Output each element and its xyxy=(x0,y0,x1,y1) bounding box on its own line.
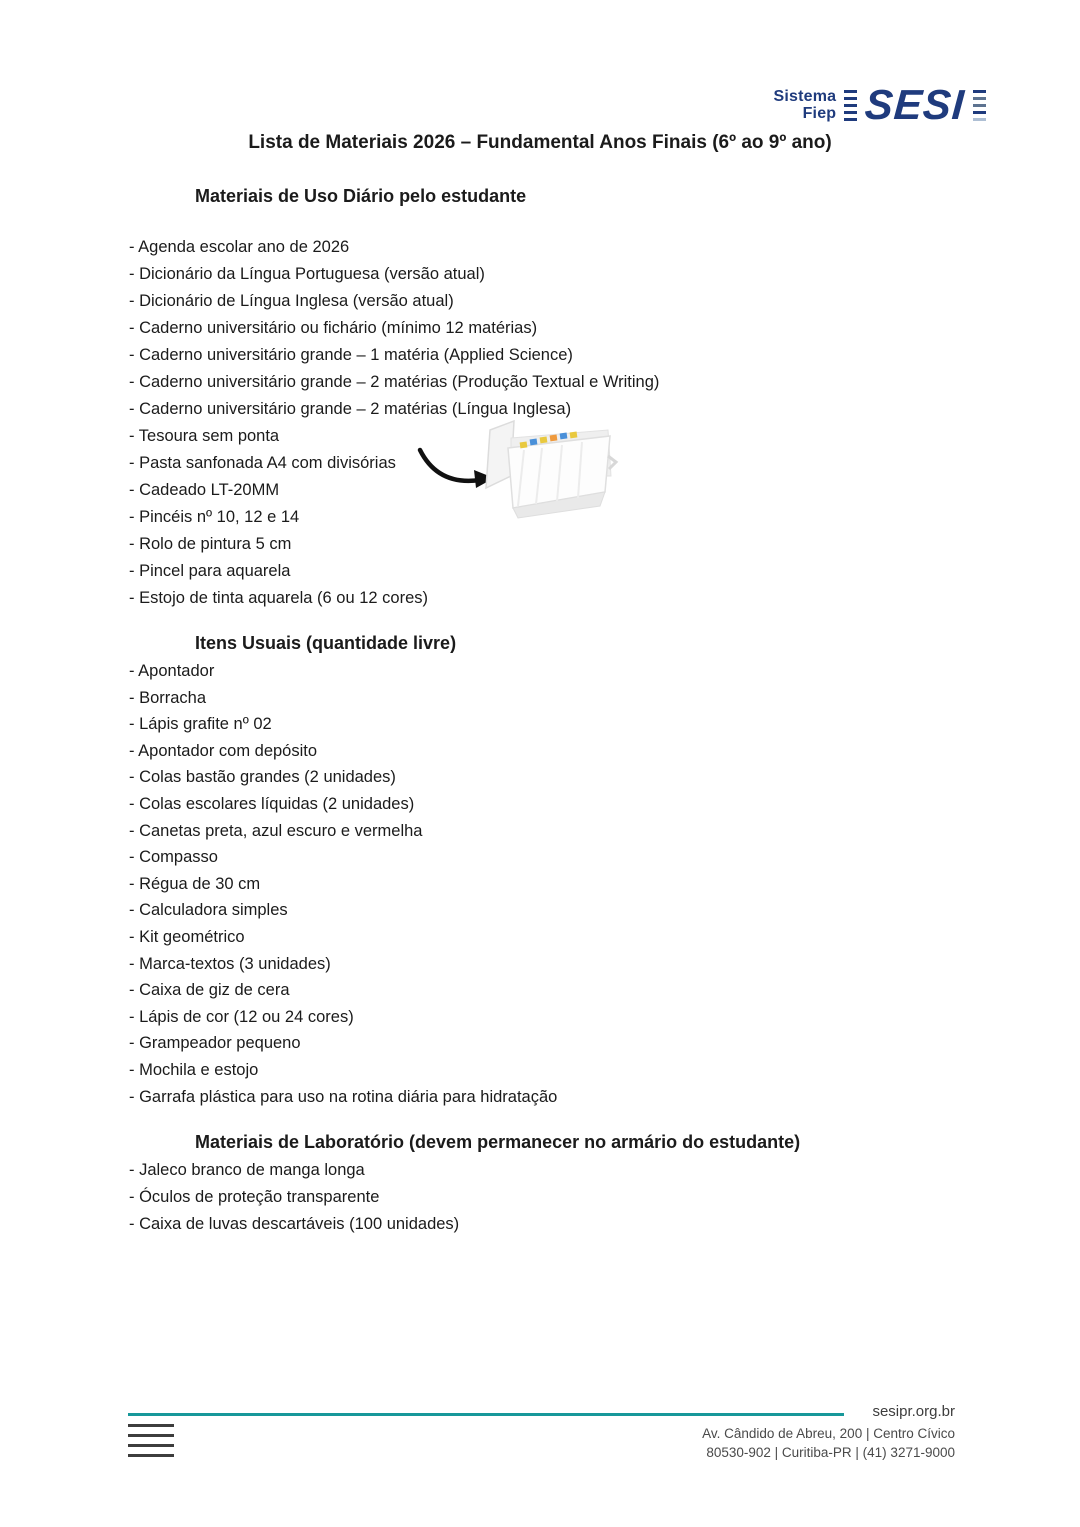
footer-lines-icon xyxy=(128,1424,174,1464)
list-item: - Agenda escolar ano de 2026 xyxy=(129,238,350,256)
list-item: - Borracha xyxy=(129,688,207,707)
fiep-dashes-icon xyxy=(844,90,857,121)
list-item: - Dicionário da Língua Portuguesa (versão atual) xyxy=(129,265,485,283)
footer-address-line2: 80530-902 | Curitiba-PR | (41) 3271-9000 xyxy=(706,1445,955,1460)
list-item: - Kit geométrico xyxy=(129,927,245,946)
sesi-wordmark: SESI xyxy=(863,81,967,128)
list-item: - Óculos de proteção transparente xyxy=(129,1188,380,1206)
list-item: - Lápis de cor (12 ou 24 cores) xyxy=(129,1007,354,1026)
section-heading-uso-diario: Materiais de Uso Diário pelo estudante xyxy=(195,186,527,206)
list-item: - Tesoura sem ponta xyxy=(129,427,280,445)
list-item: - Dicionário de Língua Inglesa (versão atual) xyxy=(129,292,454,310)
footer-address-line1: Av. Cândido de Abreu, 200 | Centro Cívico xyxy=(702,1426,955,1441)
list-item: - Colas bastão grandes (2 unidades) xyxy=(129,768,396,787)
section-heading-laboratorio: Materiais de Laboratório (devem permanecer no armário do estudante) xyxy=(195,1132,801,1152)
list-laboratorio xyxy=(129,1157,459,1238)
list-item: - Cadeado LT-20MM xyxy=(129,481,280,499)
footer-website: sesipr.org.br xyxy=(872,1403,955,1420)
arrow-annotation xyxy=(420,450,494,488)
list-item: - Pincéis nº 10, 12 e 14 xyxy=(129,508,300,526)
list-item: - Caderno universitário grande – 2 matérias (Produção Textual e Writing) xyxy=(129,373,660,391)
list-item: - Compasso xyxy=(129,848,218,867)
list-item: - Caderno universitário ou fichário (mínimo 12 matérias) xyxy=(129,319,538,337)
sistema-fiep-wordmark xyxy=(774,88,837,122)
pasta-sanfonada-image xyxy=(486,421,616,518)
footer-teal-rule xyxy=(128,1413,844,1416)
list-item: - Régua de 30 cm xyxy=(129,874,261,893)
list-item: - Caixa de giz de cera xyxy=(129,981,290,1000)
page-title: Lista de Materiais 2026 – Fundamental Anos Finais (6º ao 9º ano) xyxy=(248,132,832,153)
list-item: - Marca-textos (3 unidades) xyxy=(129,954,331,973)
list-item: - Caderno universitário grande – 1 matéria (Applied Science) xyxy=(129,346,573,364)
list-item: - Caderno universitário grande – 2 matérias (Língua Inglesa) xyxy=(129,400,572,418)
list-item: - Caixa de luvas descartáveis (100 unidades) xyxy=(129,1215,460,1233)
sesi-dashes-icon xyxy=(973,90,986,121)
pasta-sanfonada-figure xyxy=(412,416,624,524)
list-item: - Jaleco branco de manga longa xyxy=(129,1161,365,1179)
list-item: - Pasta sanfonada A4 com divisórias xyxy=(129,454,396,472)
list-itens-usuais xyxy=(129,658,557,1110)
sistema-label: Sistema xyxy=(773,88,837,105)
list-item: - Rolo de pintura 5 cm xyxy=(129,535,292,553)
list-item: - Lápis grafite nº 02 xyxy=(129,715,272,734)
list-item: - Estojo de tinta aquarela (6 ou 12 cores) xyxy=(129,589,429,607)
fiep-label: Fiep xyxy=(802,105,837,122)
list-item: - Colas escolares líquidas (2 unidades) xyxy=(129,794,415,813)
list-item: - Pincel para aquarela xyxy=(129,562,291,580)
list-item: - Apontador com depósito xyxy=(129,741,318,760)
list-item: - Grampeador pequeno xyxy=(129,1034,301,1053)
sistema-fiep-sesi-logo xyxy=(773,81,987,128)
list-item: - Canetas preta, azul escuro e vermelha xyxy=(129,821,423,840)
list-item: - Mochila e estojo xyxy=(129,1060,259,1079)
list-item: - Garrafa plástica para uso na rotina diária para hidratação xyxy=(129,1087,558,1106)
list-item: - Apontador xyxy=(129,662,215,680)
section-heading-itens-usuais: Itens Usuais (quantidade livre) xyxy=(195,633,457,653)
list-item: - Calculadora simples xyxy=(129,901,288,920)
